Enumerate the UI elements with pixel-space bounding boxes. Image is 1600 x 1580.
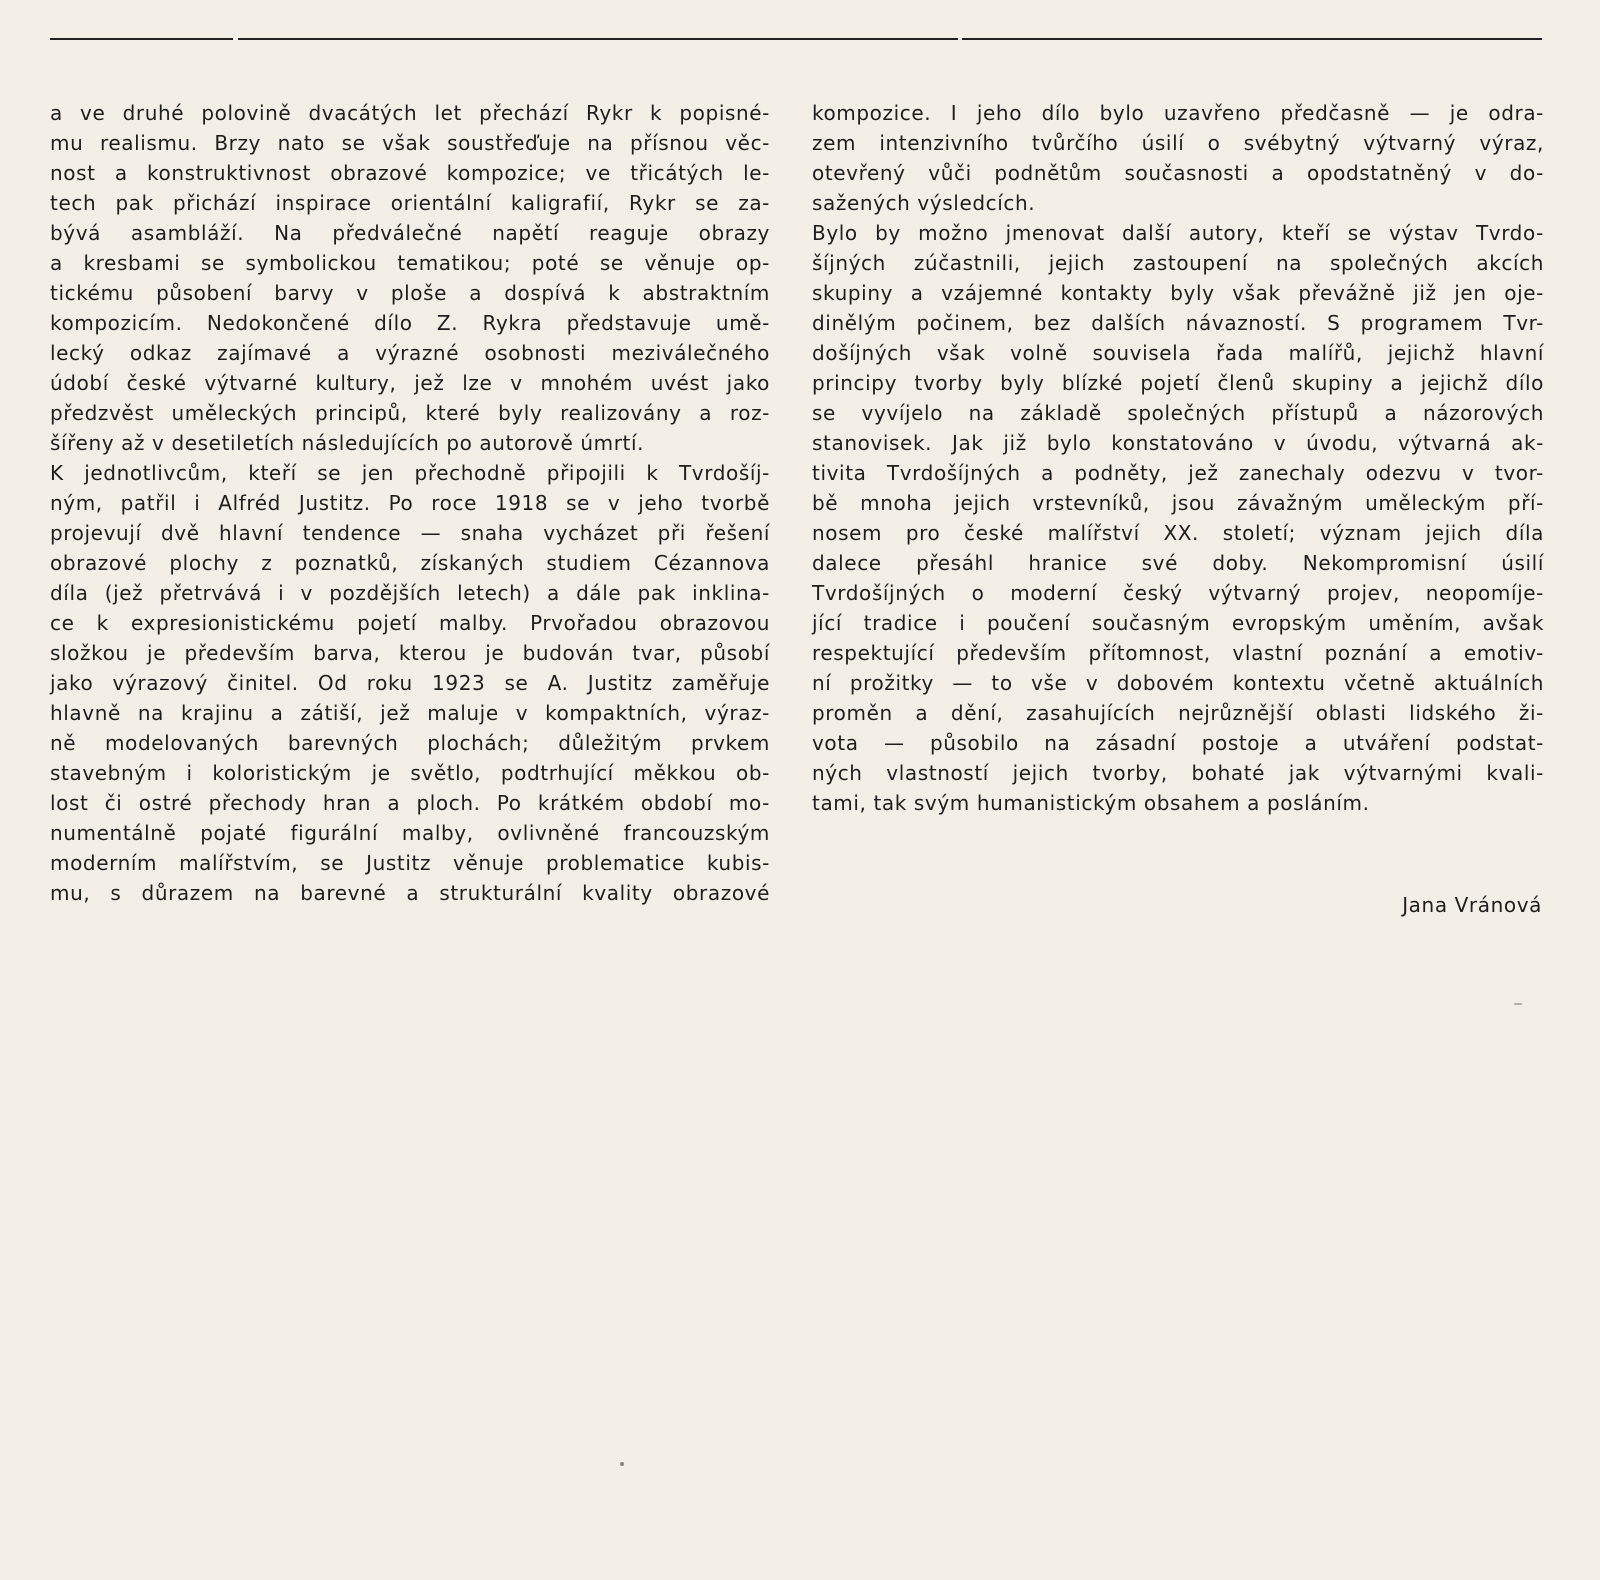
text-line: bě mnoha jejich vrstevníků, jsou závažným uměleckým pří- [812,491,1544,515]
paper-speck [1514,1003,1522,1005]
text-line: nost a konstruktivnost obrazové kompozice; ve třicátých le- [50,161,770,185]
text-line: hlavně na krajinu a zátiší, jež maluje v kompaktních, výraz- [50,701,770,725]
text-line: díla (jež přetrvává i v pozdějších letech) a dále pak inklina- [50,581,770,605]
top-rule-right [962,38,1542,40]
right-text-column [812,98,1544,818]
text-line: ce k expresionistickému pojetí malby. Prvořadou obrazovou [50,611,770,635]
text-line: dinělým počinem, bez dalších návazností. S programem Tvr- [812,311,1544,335]
text-line: skupiny a vzájemné kontakty byly však převážně již jen oje- [812,281,1544,305]
text-line: obrazové plochy z poznatků, získaných studiem Cézannova [50,551,770,575]
text-line: dalece přesáhl hranice své doby. Nekompromisní úsilí [812,551,1544,575]
paragraph-end-line: sažených výsledcích. [812,191,1036,215]
text-line: tivita Tvrdošíjných a podněty, jež zanechaly odezvu v tvor- [812,461,1544,485]
left-text-column [50,98,770,908]
text-line: tech pak přichází inspirace orientální kaligrafií, Rykr se za- [50,191,770,215]
text-line: ně modelovaných barevných plochách; důležitým prvkem [50,731,770,755]
text-line: kompozice. I jeho dílo bylo uzavřeno předčasně — je odra- [812,101,1544,125]
text-line: proměn a dění, zasahujících nejrůznější oblasti lidského ži- [812,701,1544,725]
text-line: mu, s důrazem na barevné a strukturální kvality obrazové [50,881,770,905]
text-line: respektující především přítomnost, vlastní poznání a emotiv- [812,641,1544,665]
text-line: stavebným i koloristickým je světlo, podtrhující měkkou ob- [50,761,770,785]
text-line: lost či ostré přechody hran a ploch. Po krátkém období mo- [50,791,770,815]
text-line: K jednotlivcům, kteří se jen přechodně připojili k Tvrdošíj- [50,461,770,485]
paragraph-end-line: tami, tak svým humanistickým obsahem a posláním. [812,791,1370,815]
text-line: Bylo by možno jmenovat další autory, kteří se výstav Tvrdo- [812,221,1544,245]
text-line: šíjných zúčastnili, jejich zastoupení na společných akcích [812,251,1544,275]
text-line: mu realismu. Brzy nato se však soustřeďuje na přísnou věc- [50,131,770,155]
text-line: se vyvíjelo na základě společných přístupů a názorových [812,401,1544,425]
top-rule-middle [238,38,958,40]
text-line: Tvrdošíjných o moderní český výtvarný projev, neopomíje- [812,581,1544,605]
text-line: tickému působení barvy v ploše a dospívá k abstraktním [50,281,770,305]
text-line: projevují dvě hlavní tendence — snaha vycházet při řešení [50,521,770,545]
text-line: předzvěst uměleckých principů, které byly realizovány a roz- [50,401,770,425]
paragraph-end-line: šířeny až v desetiletích následujících po autorově úmrtí. [50,431,645,455]
text-line: zem intenzivního tvůrčího úsilí o svébytný výtvarný výraz, [812,131,1544,155]
text-line: otevřený vůči podnětům současnosti a opodstatněný v do- [812,161,1544,185]
text-line: kompozicím. Nedokončené dílo Z. Rykra představuje umě- [50,311,770,335]
text-line: jako výrazový činitel. Od roku 1923 se A. Justitz zaměřuje [50,671,770,695]
text-line: lecký odkaz zajímavé a výrazné osobnosti meziválečného [50,341,770,365]
text-line: principy tvorby byly blízké pojetí členů skupiny a jejichž dílo [812,371,1544,395]
text-line: stanovisek. Jak již bylo konstatováno v úvodu, výtvarná ak- [812,431,1544,455]
text-line: nosem pro české malířství XX. století; význam jejich díla [812,521,1544,545]
text-line: numentálně pojaté figurální malby, ovlivněné francouzským [50,821,770,845]
text-line: jící tradice i poučení současným evropským uměním, avšak [812,611,1544,635]
text-line: a kresbami se symbolickou tematikou; poté se věnuje op- [50,251,770,275]
author-signature: Jana Vránová [1402,893,1542,917]
text-line: ní prožitky — to vše v dobovém kontextu včetně aktuálních [812,671,1544,695]
text-line: ných vlastností jejich tvorby, bohaté jak výtvarnými kvali- [812,761,1544,785]
text-line: ným, patřil i Alfréd Justitz. Po roce 1918 se v jeho tvorbě [50,491,770,515]
text-line: bývá asambláží. Na předválečné napětí reaguje obrazy [50,221,770,245]
text-line: moderním malířstvím, se Justitz věnuje problematice kubis- [50,851,770,875]
text-line: došíjných však volně souvisela řada malířů, jejichž hlavní [812,341,1544,365]
text-line: vota — působilo na zásadní postoje a utváření podstat- [812,731,1544,755]
text-line: složkou je především barva, kterou je budován tvar, působí [50,641,770,665]
text-line: údobí české výtvarné kultury, jež lze v mnohém uvést jako [50,371,770,395]
paper-speck [620,1462,624,1466]
text-line: a ve druhé polovině dvacátých let přechází Rykr k popisné- [50,101,770,125]
top-rule-left [50,38,233,40]
